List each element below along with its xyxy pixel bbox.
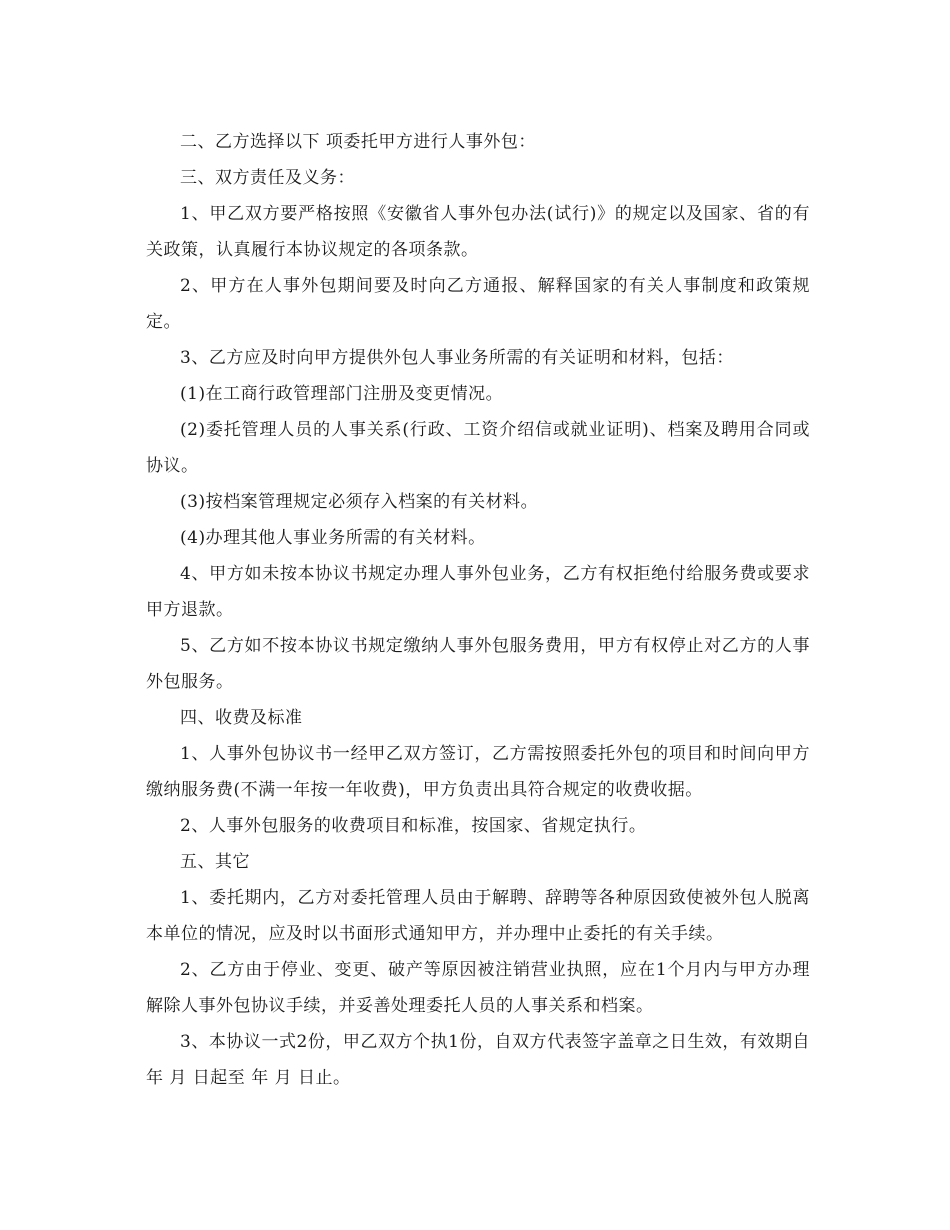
clause-3-3-item-4: (4)办理其他人事业务所需的有关材料。 (180, 528, 486, 548)
clause-5-1: 1、委托期内，乙方对委托管理人员由于解聘、辞聘等各种原因致使被外包人脱离本单位的情况，应及时以书面形式通知甲方，并办理中止委托的有关手续。 (146, 888, 810, 944)
clause-3-4: 4、甲方如未按本协议书规定办理人事外包业务，乙方有权拒绝付给服务费或要求甲方退款。 (146, 564, 810, 620)
section-five-heading: 五、其它 (180, 852, 250, 872)
section-two-heading: 二、乙方选择以下 项委托甲方进行人事外包： (180, 132, 536, 152)
clause-3-3-item-1: (1)在工商行政管理部门注册及变更情况。 (180, 384, 504, 404)
clause-3-1: 1、甲乙双方要严格按照《安徽省人事外包办法(试行)》的规定以及国家、省的有关政策，认真履行本协议规定的各项条款。 (146, 204, 810, 260)
section-four-heading: 四、收费及标准 (180, 708, 303, 728)
clause-5-2: 2、乙方由于停业、变更、破产等原因被注销营业执照，应在1个月内与甲方办理解除人事外包协议手续，并妥善处理委托人员的人事关系和档案。 (146, 960, 810, 1016)
clause-3-2: 2、甲方在人事外包期间要及时向乙方通报、解释国家的有关人事制度和政策规定。 (146, 276, 810, 332)
clause-4-1: 1、人事外包协议书一经甲乙双方签订，乙方需按照委托外包的项目和时间向甲方缴纳服务费(不满一年按一年收费)，甲方负责出具符合规定的收费收据。 (146, 744, 810, 800)
clause-3-3-item-3: (3)按档案管理规定必须存入档案的有关材料。 (180, 492, 539, 512)
clause-3-5: 5、乙方如不按本协议书规定缴纳人事外包服务费用，甲方有权停止对乙方的人事外包服务。 (146, 636, 810, 692)
clause-3-3: 3、乙方应及时向甲方提供外包人事业务所需的有关证明和材料，包括： (180, 348, 734, 368)
clause-3-3-item-2: (2)委托管理人员的人事关系(行政、工资介绍信或就业证明)、档案及聘用合同或协议。 (146, 420, 810, 476)
section-three-heading: 三、双方责任及义务： (180, 168, 355, 188)
document-body (146, 124, 810, 1096)
clause-4-2: 2、人事外包服务的收费项目和标准，按国家、省规定执行。 (180, 816, 647, 836)
clause-5-3: 3、本协议一式2份，甲乙双方个执1份，自双方代表签字盖章之日生效，有效期自 年 月 日起至 年 月 日止。 (146, 1032, 810, 1088)
